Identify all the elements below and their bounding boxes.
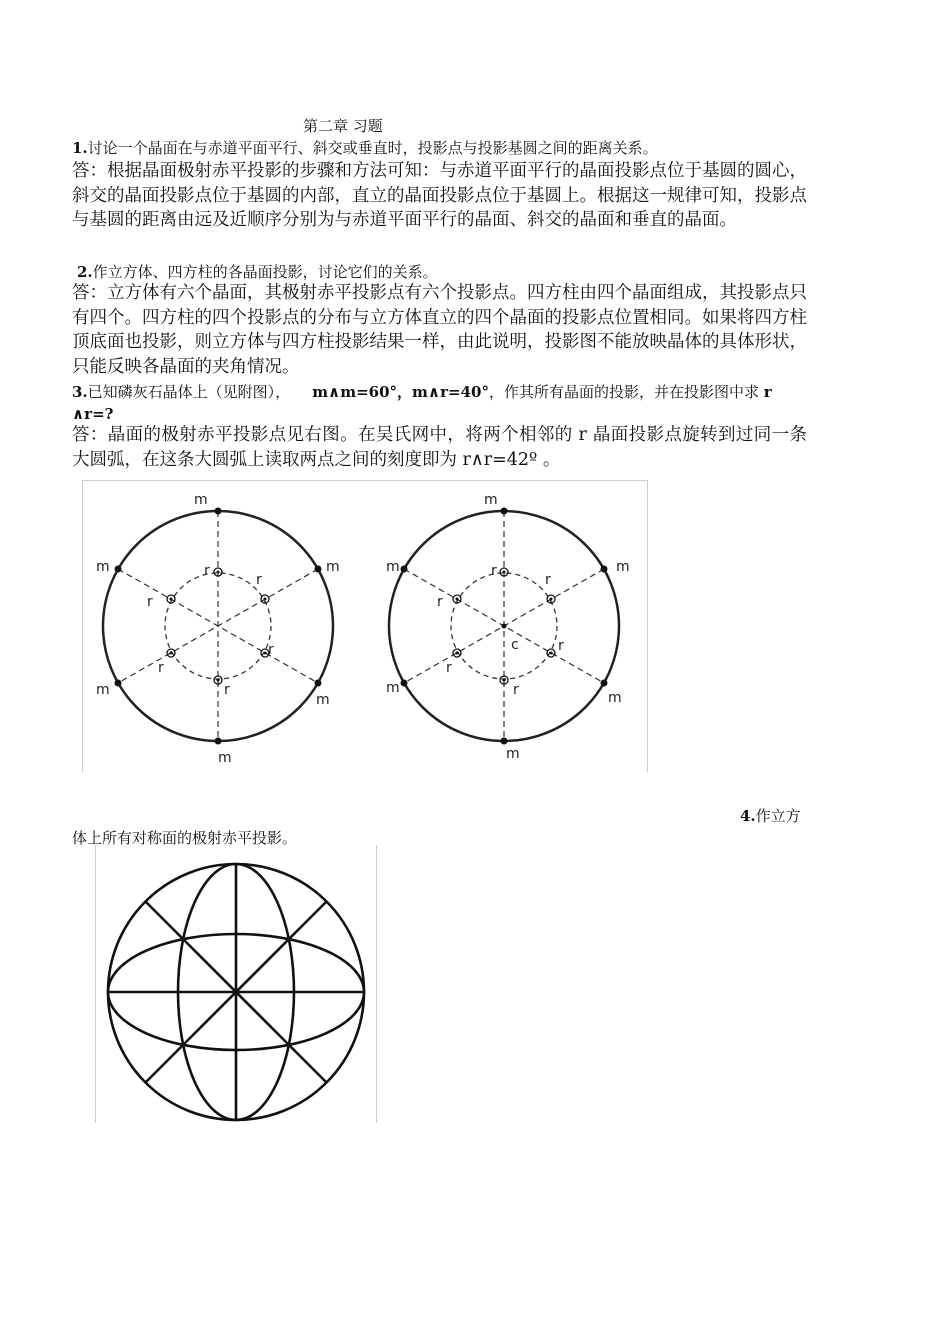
answer-3: 答：晶面的极射赤平投影点见右图。在吴氏网中，将两个相邻的 r 晶面投影点旋转到过同一条大圆弧，在这条大圆弧上读取两点之间的刻度即为 r∧r=42º 。: [72, 425, 807, 470]
projection-left: [96, 492, 340, 766]
label-m: m: [386, 680, 400, 696]
label-m: m: [316, 692, 330, 708]
question-number: 4.: [740, 807, 756, 825]
question-text: 讨论一个晶面在与赤道平面平行、斜交或垂直时，投影点与投影基圆之间的距离关系。: [87, 139, 658, 157]
question-4-cont: 体上所有对称面的极射赤平投影。: [72, 829, 298, 847]
label-r: r: [437, 594, 443, 610]
answer-2: 答：立方体有六个晶面，其极射赤平投影点有六个投影点。四方柱由四个晶面组成，其投影点只有四个。四方柱的四个投影点的分布与立方体直立的四个晶面的投影点位置相同。如果将四方柱顶底面也投影，则立方体与四方柱投影结果一样，由此说明，投影图不能放映晶体的具体形状，只能反映各晶面的夹角情况。: [72, 283, 807, 377]
projection-right: [386, 492, 630, 762]
question-2: [77, 261, 812, 283]
label-r: r: [491, 563, 497, 579]
label-c: c: [511, 637, 519, 653]
question-text: 作立方体、四方柱的各晶面投影，讨论它们的关系。: [92, 263, 438, 281]
label-r: r: [204, 563, 210, 579]
label-m: m: [194, 492, 208, 508]
cube-symmetry-projection: [95, 845, 377, 1123]
label-r: r: [446, 660, 452, 676]
question-text: 已知磷灰石晶体上（见附图），: [87, 383, 291, 401]
label-r: r: [513, 682, 519, 698]
label-m: m: [616, 559, 630, 575]
label-m: m: [484, 492, 498, 508]
label-r: r: [256, 572, 262, 588]
apatite-projection-figure: [82, 480, 648, 772]
question-text-bold: ∧r=?: [72, 405, 114, 423]
question-number: 3.: [72, 383, 88, 401]
label-m: m: [386, 559, 400, 575]
question-text: ，作其所有晶面的投影，并在投影图中求: [488, 383, 764, 401]
label-r: r: [558, 638, 564, 654]
question-number: 1.: [72, 139, 88, 157]
label-r: r: [147, 594, 153, 610]
label-m: m: [608, 690, 622, 706]
label-m: m: [96, 559, 110, 575]
label-r: r: [268, 642, 274, 658]
answer-1: 答：根据晶面极射赤平投影的步骤和方法可知：与赤道平面平行的晶面投影点位于基圆的圆心，斜交的晶面投影点位于基圆的内部，直立的晶面投影点位于基圆上。根据这一规律可知，投影点与基圆的距离由远及近顺序分别为与赤道平面平行的晶面、斜交的晶面和垂直的晶面。: [72, 161, 807, 230]
label-r: r: [545, 572, 551, 588]
label-m: m: [326, 559, 340, 575]
label-r: r: [158, 660, 164, 676]
label-m: m: [96, 682, 110, 698]
label-m: m: [506, 746, 520, 762]
question-text-bold: r: [763, 383, 772, 401]
question-4-start: [740, 805, 820, 827]
question-1: [72, 137, 807, 159]
label-r: r: [224, 682, 230, 698]
question-text: 作立方: [755, 807, 801, 825]
question-text-bold: m∧m=60°，m∧r=40°: [312, 383, 489, 401]
label-m: m: [218, 750, 232, 766]
page-title: 第二章 习题: [303, 117, 383, 135]
question-3: [72, 381, 807, 425]
question-number: 2.: [77, 263, 93, 281]
